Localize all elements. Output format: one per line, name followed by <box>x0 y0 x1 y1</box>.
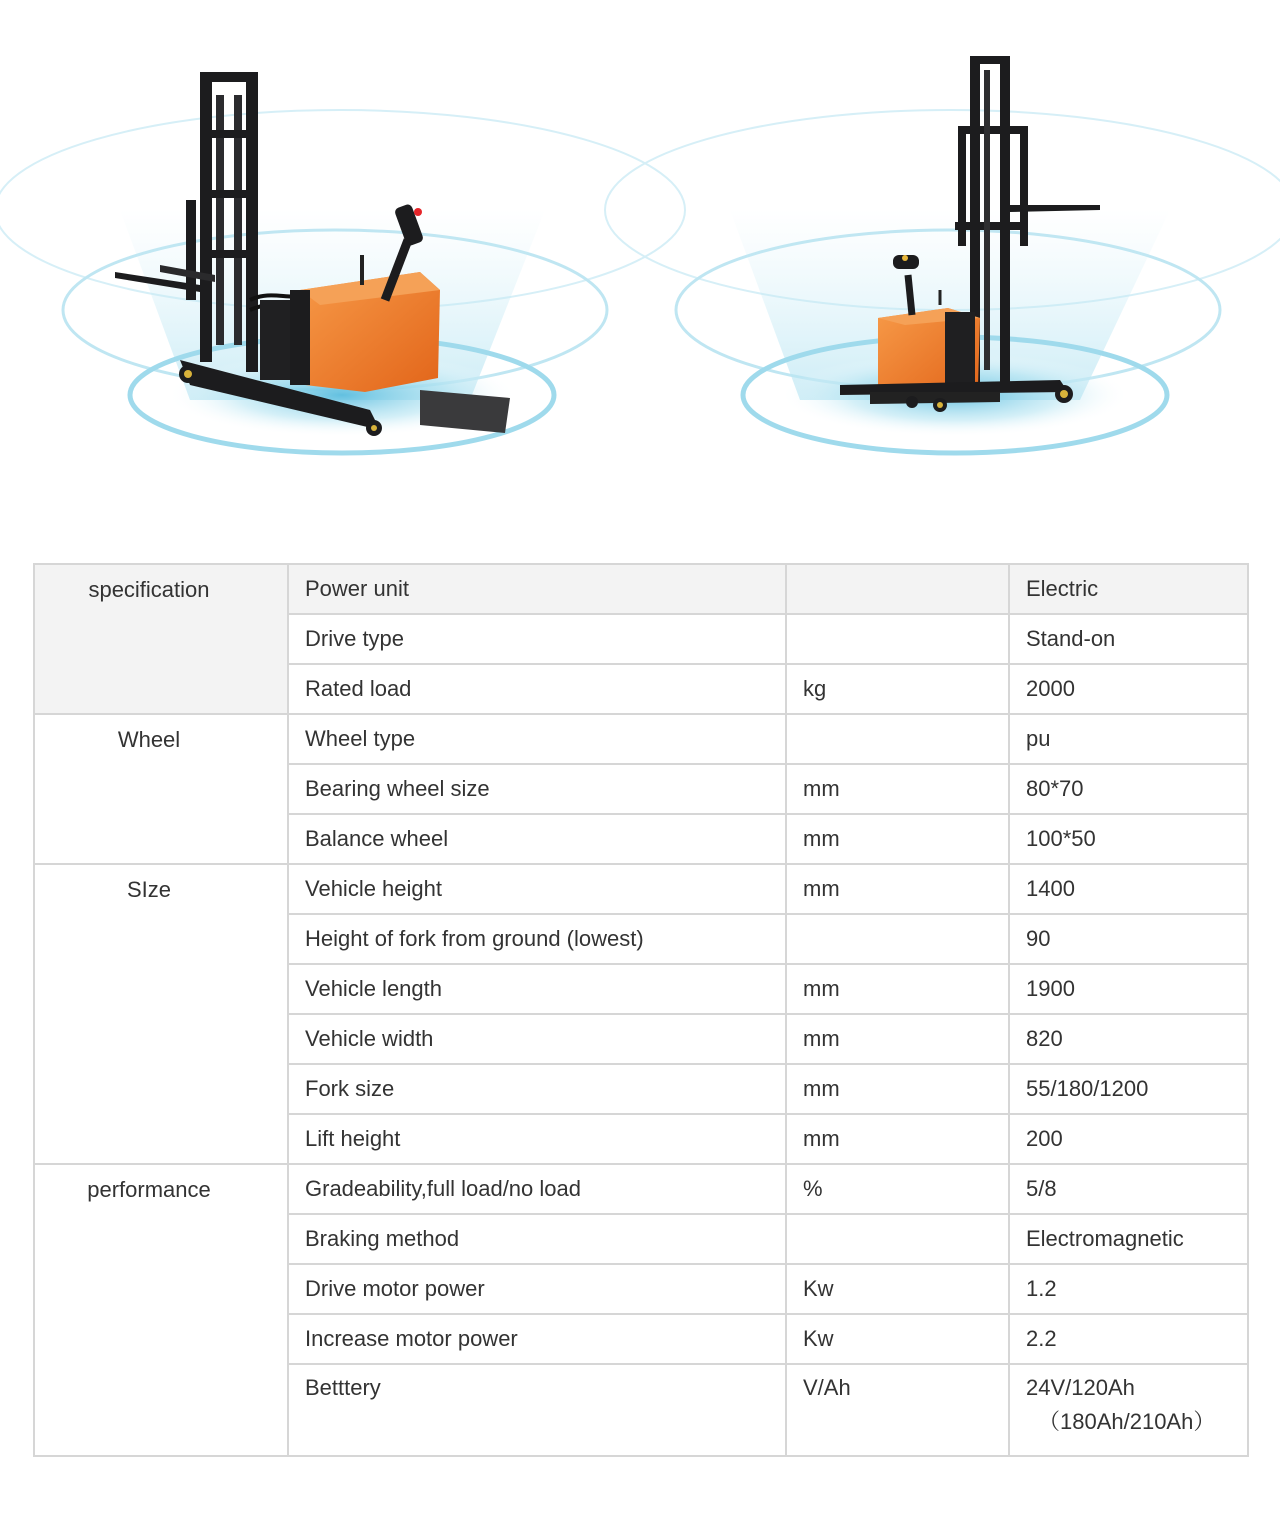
item-cell: Height of fork from ground (lowest) <box>288 914 786 964</box>
item-cell: Rated load <box>288 664 786 714</box>
spec-table <box>33 563 1249 1457</box>
value-cell: 90 <box>1009 914 1248 964</box>
unit-cell: V/Ah <box>786 1364 1009 1456</box>
halo-left <box>0 110 685 453</box>
unit-cell <box>786 1214 1009 1264</box>
unit-cell: mm <box>786 814 1009 864</box>
item-cell: Balance wheel <box>288 814 786 864</box>
value-cell: 200 <box>1009 1114 1248 1164</box>
value-cell: 55/180/1200 <box>1009 1064 1248 1114</box>
item-cell: Braking method <box>288 1214 786 1264</box>
value-cell: 2.2 <box>1009 1314 1248 1364</box>
value-cell: 2000 <box>1009 664 1248 714</box>
product-illustration <box>0 0 1280 520</box>
value-cell: Electric <box>1009 564 1248 614</box>
value-cell: 1900 <box>1009 964 1248 1014</box>
unit-cell <box>786 914 1009 964</box>
item-cell: Wheel type <box>288 714 786 764</box>
value-cell: 820 <box>1009 1014 1248 1064</box>
unit-cell: mm <box>786 1014 1009 1064</box>
table-row <box>34 714 1248 764</box>
value-cell: Stand-on <box>1009 614 1248 664</box>
value-line-2: （180Ah/210Ah） <box>1038 1409 1216 1434</box>
unit-cell: mm <box>786 964 1009 1014</box>
group-specification: specification <box>34 564 288 714</box>
unit-cell: mm <box>786 1064 1009 1114</box>
table-row <box>34 1164 1248 1214</box>
value-cell: pu <box>1009 714 1248 764</box>
item-cell: Vehicle height <box>288 864 786 914</box>
group-performance: performance <box>34 1164 288 1456</box>
value-cell: 100*50 <box>1009 814 1248 864</box>
item-cell: Vehicle width <box>288 1014 786 1064</box>
item-cell: Vehicle length <box>288 964 786 1014</box>
item-cell: Increase motor power <box>288 1314 786 1364</box>
unit-cell <box>786 564 1009 614</box>
unit-cell <box>786 614 1009 664</box>
unit-cell: % <box>786 1164 1009 1214</box>
item-cell: Betttery <box>288 1364 786 1456</box>
unit-cell: mm <box>786 864 1009 914</box>
item-cell: Power unit <box>288 564 786 614</box>
item-cell: Fork size <box>288 1064 786 1114</box>
value-cell: Electromagnetic <box>1009 1214 1248 1264</box>
group-wheel: Wheel <box>34 714 288 864</box>
value-cell: 1.2 <box>1009 1264 1248 1314</box>
unit-cell: mm <box>786 1114 1009 1164</box>
item-cell: Lift height <box>288 1114 786 1164</box>
item-cell: Bearing wheel size <box>288 764 786 814</box>
table-row <box>34 864 1248 914</box>
unit-cell: mm <box>786 764 1009 814</box>
value-cell: 5/8 <box>1009 1164 1248 1214</box>
value-cell <box>1009 1364 1248 1456</box>
value-line-1: 24V/120Ah <box>1026 1375 1135 1400</box>
unit-cell <box>786 714 1009 764</box>
item-cell: Drive motor power <box>288 1264 786 1314</box>
unit-cell: kg <box>786 664 1009 714</box>
item-cell: Gradeability,full load/no load <box>288 1164 786 1214</box>
group-size: SIze <box>34 864 288 1164</box>
table-row <box>34 564 1248 614</box>
product-images <box>0 0 1280 520</box>
value-cell: 1400 <box>1009 864 1248 914</box>
value-cell: 80*70 <box>1009 764 1248 814</box>
unit-cell: Kw <box>786 1314 1009 1364</box>
item-cell: Drive type <box>288 614 786 664</box>
unit-cell: Kw <box>786 1264 1009 1314</box>
